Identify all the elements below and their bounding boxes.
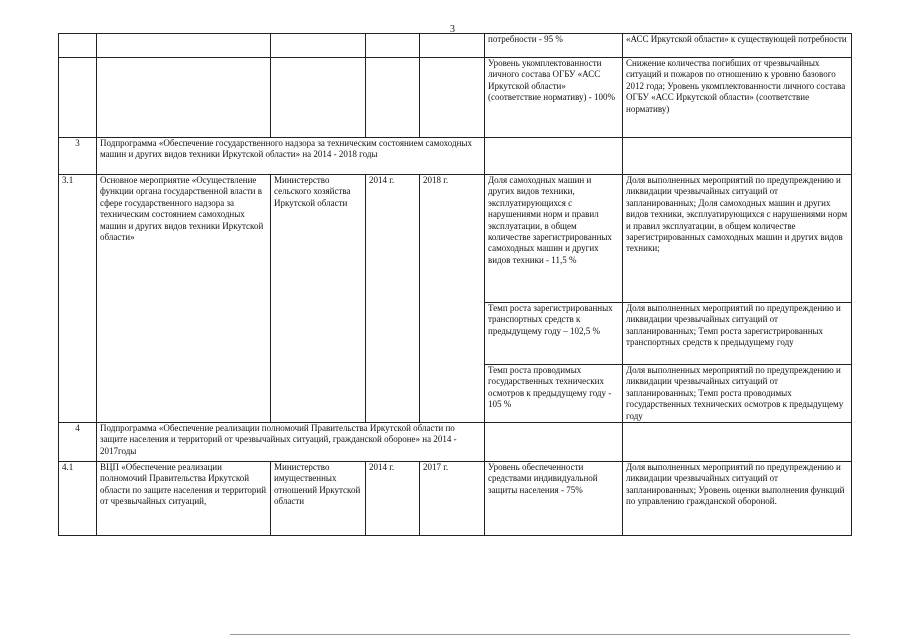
table-row — [59, 34, 852, 58]
executor-cell: Министерство сельского хозяйства Иркутской области — [271, 175, 366, 423]
effect-cell: Доля выполненных мероприятий по предупреждению и ликвидации чрезвычайных ситуаций от запланированных; Темп роста зарегистрированных транспортных средств к предыдущему году — [623, 303, 852, 365]
effect-cell: Доля выполненных мероприятий по предупреждению и ликвидации чрезвычайных ситуаций от запланированных; Темп роста проводимых государственных технических осмотров к предыдущему году — [623, 365, 852, 423]
table-cell — [366, 58, 420, 138]
activity-cell: ВЦП «Обеспечение реализации полномочий Правительства Иркутской области по защите населения и территорий от чрезвычайных ситуаций, — [97, 462, 271, 536]
effect-cell: «АСС Иркутской области» к существующей потребности — [623, 34, 852, 58]
start-year-cell: 2014 г. — [366, 175, 420, 423]
end-year-cell: 2017 г. — [420, 462, 485, 536]
table-cell — [366, 34, 420, 58]
table-cell — [59, 58, 97, 138]
table-cell — [271, 34, 366, 58]
table-cell — [623, 138, 852, 175]
effect-cell: Доля выполненных мероприятий по предупреждению и ликвидации чрезвычайных ситуаций от запланированных; Доля самоходных машин и других видов техники, эксплуатирующихся с нарушениями норм и правил эксплуатации, в общем количестве зарегистрированных самоходных машин и других видов техники; — [623, 175, 852, 303]
executor-cell: Министерство имущественных отношений Иркутской области — [271, 462, 366, 536]
table-cell — [623, 423, 852, 462]
activity-cell: Основное мероприятие «Осуществление функции органа государственной власти в сфере государственного надзора за техническим состоянием самоходных машин и других видов техники Иркутской области» — [97, 175, 271, 423]
row-number: 4 — [59, 423, 97, 462]
indicator-cell: Уровень обеспеченности средствами индивидуальной защиты населения - 75% — [485, 462, 623, 536]
subprogram-title: Подпрограмма «Обеспечение реализации полномочий Правительства Иркутской области по защите населения и территорий от чрезвычайных ситуаций, гражданской обороне» на 2014 - 2017годы — [97, 423, 485, 462]
table-cell — [271, 58, 366, 138]
indicator-cell: Темп роста проводимых государственных технических осмотров к предыдущему году - 105 % — [485, 365, 623, 423]
effect-cell: Снижение количества погибших от чрезвычайных ситуаций и пожаров по отношению к уровню базового 2012 года; Уровень укомплектованности личного состава ОГБУ «АСС Иркутской области» (соответствие нормативу) — [623, 58, 852, 138]
page-number: 3 — [450, 24, 455, 35]
indicator-cell: Доля самоходных машин и других видов техники, эксплуатирующихся с нарушениями норм и правил эксплуатации, в общем количестве зарегистрированных самоходных машин и других видов техники - 11,5 % — [485, 175, 623, 303]
table-cell — [485, 423, 623, 462]
subprogram-row — [59, 138, 852, 175]
row-number: 3 — [59, 138, 97, 175]
table-row — [59, 58, 852, 138]
table-cell — [485, 138, 623, 175]
program-table — [58, 33, 852, 536]
indicator-cell: Темп роста зарегистрированных транспортных средств к предыдущему году – 102,5 % — [485, 303, 623, 365]
table-cell — [97, 34, 271, 58]
table-cell — [420, 58, 485, 138]
row-number: 4.1 — [59, 462, 97, 536]
indicator-cell: Уровень укомплектованности личного состава ОГБУ «АСС Иркутской области» (соответствие нормативу) - 100% — [485, 58, 623, 138]
subprogram-row — [59, 423, 852, 462]
table-cell — [97, 58, 271, 138]
row-number: 3.1 — [59, 175, 97, 423]
indicator-cell: потребности - 95 % — [485, 34, 623, 58]
table-row — [59, 462, 852, 536]
effect-cell: Доля выполненных мероприятий по предупреждению и ликвидации чрезвычайных ситуаций от запланированных; Уровень оценки выполнения функций по управлению гражданской обороной. — [623, 462, 852, 536]
start-year-cell: 2014 г. — [366, 462, 420, 536]
end-year-cell: 2018 г. — [420, 175, 485, 423]
table-cell — [420, 34, 485, 58]
table-cell — [59, 34, 97, 58]
table-row — [59, 175, 852, 303]
bottom-rule — [230, 634, 850, 635]
subprogram-title: Подпрограмма «Обеспечение государственного надзора за техническим состоянием самоходных машин и других видов техники Иркутской области» на 2014 - 2018 годы — [97, 138, 485, 175]
